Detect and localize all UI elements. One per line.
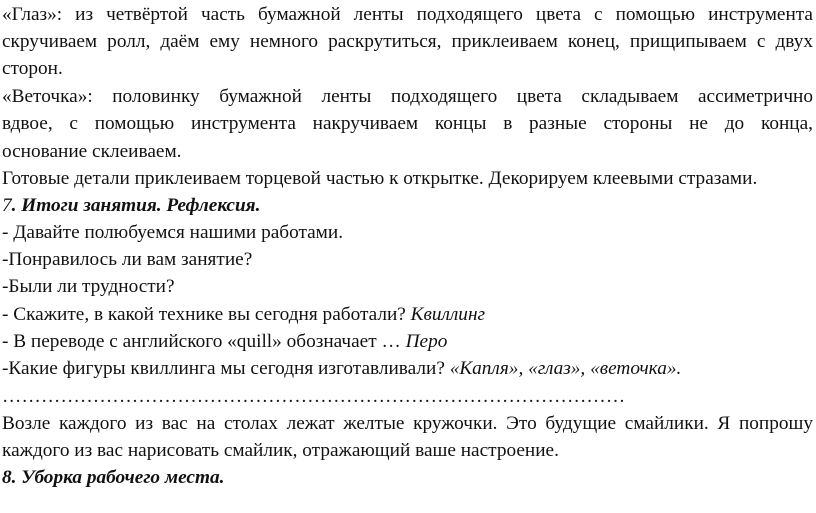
question-text: -Какие фигуры квиллинга мы сегодня изготавливали? — [2, 358, 450, 379]
question-line — [2, 221, 813, 245]
question-line — [2, 303, 813, 327]
question-answer: «Капля», «глаз», «веточка». — [449, 358, 682, 379]
question-text: - Давайте полюбуемся нашими работами. — [2, 222, 344, 243]
glaz-line-2: скручиваем ролл, даём ему немного раскрутиться, приклеиваем конец, прищипываем с двух — [2, 31, 813, 52]
section-8-heading: 8. Уборка рабочего места. — [2, 467, 225, 488]
vetochka-line-1: «Веточка»: половинку бумажной ленты подходящего цвета складываем ассиметрично — [2, 86, 813, 107]
question-text: -Понравилось ли вам занятие? — [2, 249, 253, 270]
glaz-line-1: «Глаз»: из четвёртой часть бумажной ленты подходящего цвета с помощью инструмента — [2, 4, 813, 25]
vetochka-line-3: основание склеиваем. — [2, 141, 182, 162]
question-line — [2, 357, 813, 381]
question-line — [2, 248, 813, 272]
dotted-separator: …………………………………………………………………………………… — [2, 386, 626, 407]
glaz-line-3: сторон. — [2, 58, 63, 79]
question-line — [2, 330, 813, 354]
smiley-line-2: каждого из вас нарисовать смайлик, отражающий ваше настроение. — [2, 440, 559, 461]
section-7-number: 7 — [2, 195, 12, 216]
question-answer: Перо — [405, 331, 448, 352]
question-text: -Были ли трудности? — [2, 276, 175, 297]
gotovye-paragraph: Готовые детали приклеиваем торцевой частью к открытке. Декорируем клеевыми стразами. — [2, 168, 758, 189]
question-text: - В переводе с английского «quill» обозначает … — [2, 331, 406, 352]
question-line — [2, 275, 813, 299]
question-answer: Квиллинг — [410, 304, 486, 325]
question-text: - Скажите, в какой технике вы сегодня работали? — [2, 304, 411, 325]
section-7-heading — [2, 194, 813, 218]
vetochka-line-2: вдвое, с помощью инструмента накручиваем концы в разные стороны не до конца, — [2, 113, 813, 134]
section-7-title: . Итоги занятия. Рефлексия. — [11, 195, 261, 216]
smiley-line-1: Возле каждого из вас на столах лежат желтые кружочки. Это будущие смайлики. Я попрошу — [2, 413, 813, 434]
